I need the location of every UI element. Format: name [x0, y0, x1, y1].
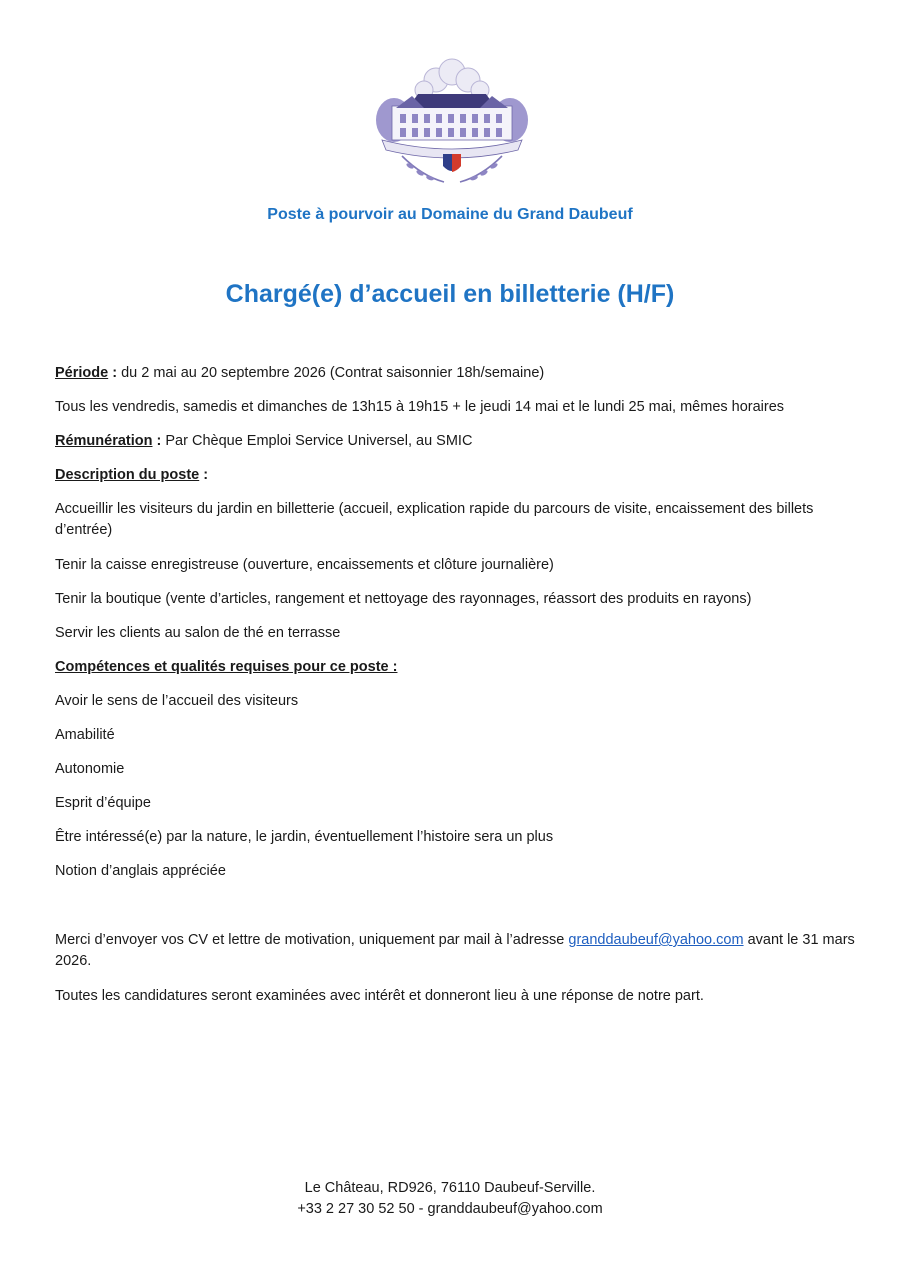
description-item: Tenir la caisse enregistreuse (ouverture, encaissements et clôture journalière): [55, 557, 554, 573]
remuneration-text: Par Chèque Emploi Service Universel, au SMIC: [161, 433, 473, 449]
domaine-logo: [372, 58, 532, 196]
contact-after: avant le 31 mars 2026.: [55, 932, 855, 969]
page-title: Chargé(e) d’accueil en billetterie (H/F): [225, 280, 675, 308]
footer: [0, 1178, 900, 1220]
periode-sep: :: [108, 365, 118, 381]
remuneration-label: Rémunération: [55, 433, 153, 449]
contact-paragraph: [55, 930, 855, 972]
closing-paragraph: Toutes les candidatures seront examinées avec intérêt et donneront lieu à une réponse de notre part.: [55, 988, 704, 1004]
description-item: Tenir la boutique (vente d’articles, rangement et nettoyage des rayonnages, réassort des produits en rayons): [55, 591, 752, 607]
remuneration-sep: :: [152, 433, 162, 449]
description-heading: [55, 465, 855, 486]
description-item: Servir les clients au salon de thé en terrasse: [55, 625, 341, 641]
description-sep: :: [199, 467, 209, 483]
footer-address: Le Château, RD926, 76110 Daubeuf-Serville.: [304, 1180, 596, 1196]
competences-label: Compétences et qualités requises pour ce poste :: [55, 659, 398, 675]
description-label: Description du poste: [55, 467, 200, 483]
email-link[interactable]: granddaubeuf@yahoo.com: [568, 932, 744, 948]
periode-line: [55, 363, 855, 384]
competence-item: Esprit d’équipe: [55, 795, 151, 811]
competence-item: Notion d’anglais appréciée: [55, 863, 226, 879]
competences-heading: [55, 657, 855, 678]
horaires-line: Tous les vendredis, samedis et dimanches de 13h15 à 19h15 + le jeudi 14 mai et le lundi 25 mai, mêmes horaires: [55, 399, 785, 415]
description-item: Accueillir les visiteurs du jardin en billetterie (accueil, explication rapide du parcours de visite, encaissement des billets d’entrée): [55, 501, 814, 538]
competence-item: Amabilité: [55, 727, 115, 743]
contact-before: Merci d’envoyer vos CV et lettre de motivation, uniquement par mail à l’adresse: [55, 932, 569, 948]
periode-label: Période: [55, 365, 109, 381]
footer-contact: +33 2 27 30 52 50 - granddaubeuf@yahoo.com: [297, 1201, 603, 1217]
remuneration-line: [55, 431, 855, 452]
periode-text: du 2 mai au 20 septembre 2026 (Contrat saisonnier 18h/semaine): [117, 365, 545, 381]
competence-item: Autonomie: [55, 761, 125, 777]
competence-item: Être intéressé(e) par la nature, le jardin, éventuellement l’histoire sera un plus: [55, 829, 554, 845]
subtitle: Poste à pourvoir au Domaine du Grand Daubeuf: [267, 206, 633, 223]
competence-item: Avoir le sens de l’accueil des visiteurs: [55, 693, 299, 709]
